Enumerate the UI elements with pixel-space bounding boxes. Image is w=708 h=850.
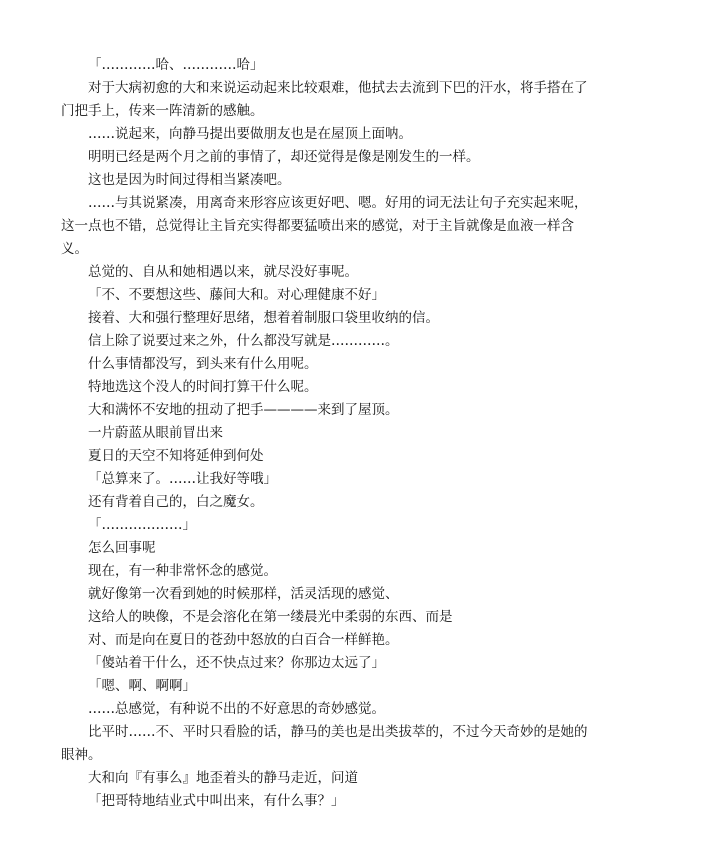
paragraph: 一片蔚蓝从眼前冒出来: [88, 425, 223, 441]
paragraph: 还有背着自己的，白之魔女。: [88, 494, 264, 510]
paragraph: 对于大病初愈的大和来说运动起来比较艰难，他拭去去流到下巴的汗水，将手搭在了门把手上，传来一阵清新的感触。: [61, 80, 588, 119]
document-body: [61, 54, 589, 813]
paragraph: 特地选这个没人的时间打算干什么呢。: [88, 379, 318, 395]
paragraph: 什么事情都没写，到头来有什么用呢。: [88, 356, 318, 372]
paragraph: 信上除了说要过来之外，什么都没写就是…………。: [88, 333, 399, 349]
paragraph: 「总算来了。……让我好等哦」: [88, 471, 277, 487]
paragraph: 这也是因为时间过得相当紧凑吧。: [88, 172, 291, 188]
paragraph: 「嗯、啊、啊啊」: [88, 678, 196, 694]
paragraph: 接着、大和强行整理好思绪，想着着制服口袋里收纳的信。: [88, 310, 439, 326]
paragraph: 「………………」: [88, 517, 196, 533]
paragraph: 「傻站着干什么，还不快点过来？你那边太远了」: [88, 655, 385, 671]
paragraph: 「不、不要想这些、藤间大和。对心理健康不好」: [88, 287, 385, 303]
paragraph: 就好像第一次看到她的时候那样，活灵活现的感觉、: [88, 586, 399, 602]
paragraph: 这给人的映像，不是会溶化在第一缕晨光中柔弱的东西、而是: [88, 609, 453, 625]
paragraph: 大和向『有事么』地歪着头的静马走近，问道: [88, 770, 358, 786]
paragraph: ……说起来，向静马提出要做朋友也是在屋顶上面呐。: [88, 126, 412, 142]
paragraph: 怎么回事呢: [88, 540, 156, 556]
paragraph: 「…………哈、…………哈」: [88, 57, 264, 73]
paragraph: 大和满怀不安地的扭动了把手————来到了屋顶。: [88, 402, 399, 418]
paragraph: 比平时……不、平时只看脸的话，静马的美也是出类拔萃的，不过今天奇妙的是她的眼神。: [61, 724, 588, 763]
paragraph: 总觉的、自从和她相遇以来，就尽没好事呢。: [88, 264, 358, 280]
paragraph: ……与其说紧凑，用离奇来形容应该更好吧、嗯。好用的词无法让句子充实起来呢，这一点也不错，总觉得让主旨充实得都要猛喷出来的感觉，对于主旨就像是血液一样含义。: [61, 195, 588, 257]
paragraph: ……总感觉，有种说不出的不好意思的奇妙感觉。: [88, 701, 385, 717]
paragraph: 现在，有一种非常怀念的感觉。: [88, 563, 277, 579]
paragraph: 夏日的天空不知将延伸到何处: [88, 448, 264, 464]
paragraph: 明明已经是两个月之前的事情了，却还觉得是像是刚发生的一样。: [88, 149, 480, 165]
paragraph: 「把哥特地结业式中叫出来，有什么事？」: [88, 793, 345, 809]
paragraph: 对、而是向在夏日的苍劲中怒放的白百合一样鲜艳。: [88, 632, 399, 648]
